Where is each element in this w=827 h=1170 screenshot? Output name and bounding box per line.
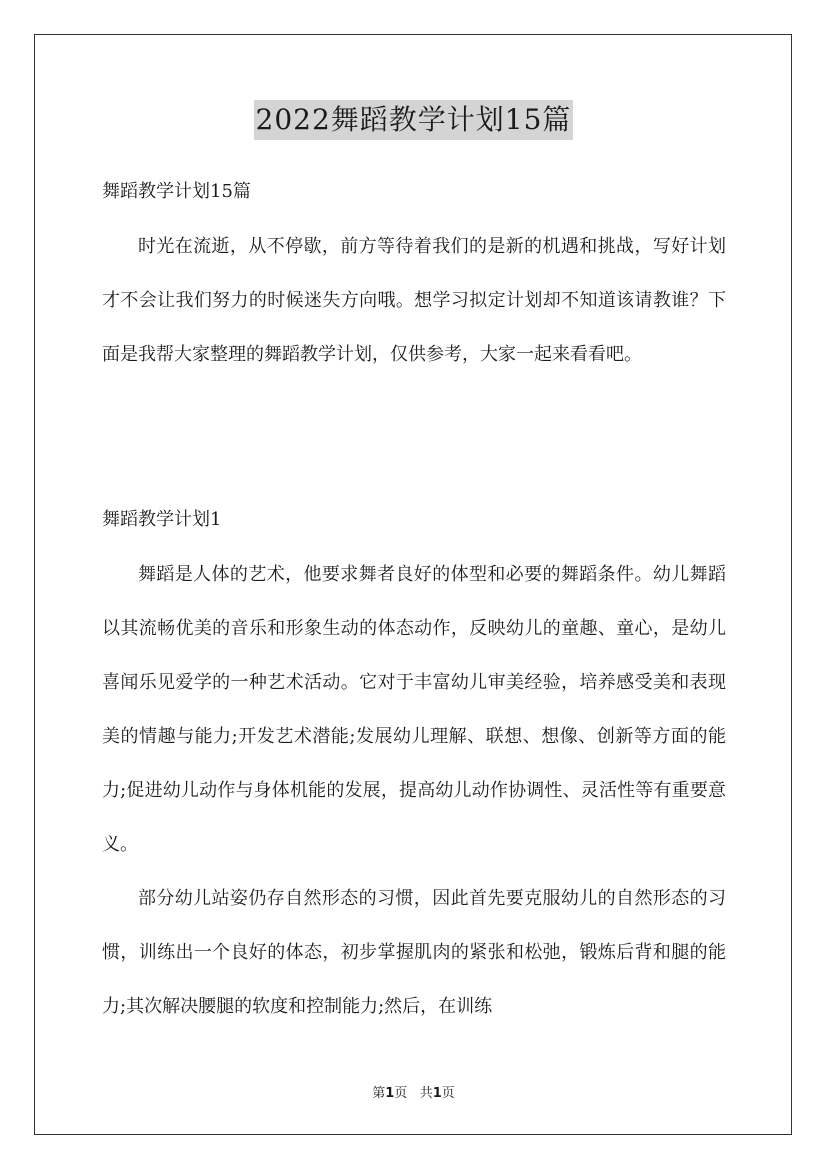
page-current: 1 (385, 1086, 395, 1101)
section-paragraph: 部分幼儿站姿仍存自然形态的习惯，因此首先要克服幼儿的自然形态的习惯，训练出一个良好的体态，初步掌握肌肉的紧张和松弛，锻炼后背和腿的能力;其次解决腰腿的软度和控制能力;然后，在训练 (102, 888, 726, 1017)
page-total: 1 (432, 1086, 442, 1101)
page-footer (0, 1082, 827, 1101)
page-suffix: 页 (394, 1086, 408, 1101)
section-paragraph: 舞蹈是人体的艺术，他要求舞者良好的体型和必要的舞蹈条件。幼儿舞蹈以其流畅优美的音乐和形象生动的体态动作，反映幼儿的童趣、童心，是幼儿喜闻乐见爱学的一种艺术活动。它对于丰富幼儿审美经验，培养感受美和表现美的情趣与能力;开发艺术潜能;发展幼儿理解、联想、想像、创新等方面的能力;促进幼儿动作与身体机能的发展，提高幼儿动作协调性、灵活性等有重要意义。 (102, 564, 726, 855)
document-title: 2022舞蹈教学计划15篇 (254, 100, 574, 140)
section-1-body (102, 548, 726, 1034)
section-heading: 舞蹈教学计划1 (102, 509, 222, 530)
total-prefix: 共 (419, 1086, 433, 1101)
document-subtitle: 舞蹈教学计划15篇 (102, 181, 251, 202)
total-suffix: 页 (441, 1086, 455, 1101)
title-container (0, 100, 827, 140)
page-prefix: 第 (372, 1086, 386, 1101)
intro-paragraph: 时光在流逝，从不停歇，前方等待着我们的是新的机遇和挑战，写好计划才不会让我们努力的时候迷失方向哦。想学习拟定计划却不知道该请教谁？下面是我帮大家整理的舞蹈教学计划，仅供参考，大家一起来看看吧。 (102, 236, 726, 365)
intro-section (102, 220, 726, 382)
